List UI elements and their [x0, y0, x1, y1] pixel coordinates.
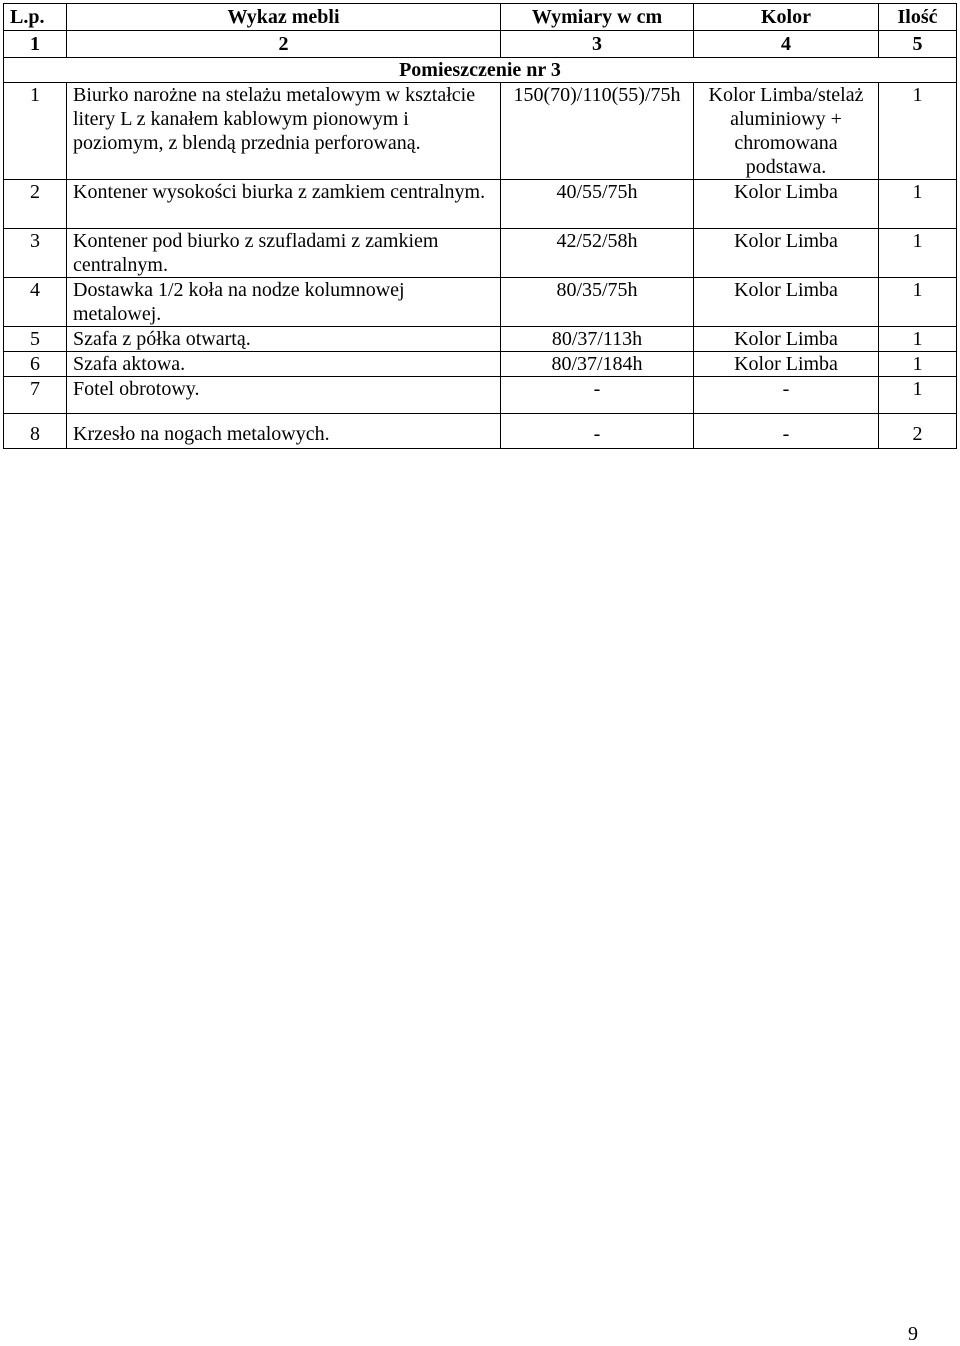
- row-qty: 1: [879, 180, 957, 229]
- row-qty: 1: [879, 229, 957, 278]
- row-name: Biurko narożne na stelażu metalowym w kształcie litery L z kanałem kablowym pionowym i poziomym, z blendą przednia perforowaną.: [67, 83, 501, 180]
- row-qty: 1: [879, 83, 957, 180]
- row-qty: 1: [879, 278, 957, 327]
- row-name: Kontener pod biurko z szufladami z zamkiem centralnym.: [67, 229, 501, 278]
- row-dims: -: [501, 377, 694, 414]
- row-dims: 42/52/58h: [501, 229, 694, 278]
- row-name: Szafa aktowa.: [67, 352, 501, 377]
- row-qty: 1: [879, 352, 957, 377]
- row-color: Kolor Limba: [694, 180, 879, 229]
- table-row: [4, 278, 957, 327]
- row-color: Kolor Limba/stelaż aluminiowy + chromowana podstawa.: [694, 83, 879, 180]
- row-color: Kolor Limba: [694, 352, 879, 377]
- row-name: Kontener wysokości biurka z zamkiem centralnym.: [67, 180, 501, 229]
- row-lp: 5: [4, 327, 67, 352]
- row-qty: 1: [879, 327, 957, 352]
- row-name: Fotel obrotowy.: [67, 377, 501, 414]
- row-dims: 40/55/75h: [501, 180, 694, 229]
- header-dims: Wymiary w cm: [501, 4, 694, 31]
- row-qty: 1: [879, 377, 957, 414]
- row-lp: 2: [4, 180, 67, 229]
- header-color: Kolor: [694, 4, 879, 31]
- header-name: Wykaz mebli: [67, 4, 501, 31]
- row-name: Krzesło na nogach metalowych.: [67, 414, 501, 449]
- room-title: Pomieszczenie nr 3: [4, 58, 957, 83]
- header-qty: Ilość: [879, 4, 957, 31]
- row-dims: 80/37/184h: [501, 352, 694, 377]
- row-lp: 1: [4, 83, 67, 180]
- column-number: 2: [67, 31, 501, 58]
- row-qty: 2: [879, 414, 957, 449]
- row-dims: 80/37/113h: [501, 327, 694, 352]
- row-color: -: [694, 377, 879, 414]
- column-number: 5: [879, 31, 957, 58]
- column-number-row: [4, 31, 957, 58]
- furniture-list-table: [3, 3, 957, 449]
- room-row: [4, 58, 957, 83]
- row-dims: -: [501, 414, 694, 449]
- table-row: [4, 414, 957, 449]
- row-color: Kolor Limba: [694, 229, 879, 278]
- row-lp: 4: [4, 278, 67, 327]
- table-row: [4, 229, 957, 278]
- column-number: 3: [501, 31, 694, 58]
- column-number: 1: [4, 31, 67, 58]
- table-row: [4, 327, 957, 352]
- row-dims: 150(70)/110(55)/75h: [501, 83, 694, 180]
- row-lp: 3: [4, 229, 67, 278]
- row-lp: 6: [4, 352, 67, 377]
- header-row: [4, 4, 957, 31]
- header-lp: L.p.: [4, 4, 67, 31]
- row-color: Kolor Limba: [694, 278, 879, 327]
- row-color: -: [694, 414, 879, 449]
- row-dims: 80/35/75h: [501, 278, 694, 327]
- row-lp: 8: [4, 414, 67, 449]
- column-number: 4: [694, 31, 879, 58]
- table-row: [4, 352, 957, 377]
- table-row: [4, 180, 957, 229]
- row-name: Szafa z półka otwartą.: [67, 327, 501, 352]
- row-color: Kolor Limba: [694, 327, 879, 352]
- row-lp: 7: [4, 377, 67, 414]
- table-row: [4, 83, 957, 180]
- page-number: 9: [908, 1323, 918, 1345]
- row-name: Dostawka 1/2 koła na nodze kolumnowej metalowej.: [67, 278, 501, 327]
- table-row: [4, 377, 957, 414]
